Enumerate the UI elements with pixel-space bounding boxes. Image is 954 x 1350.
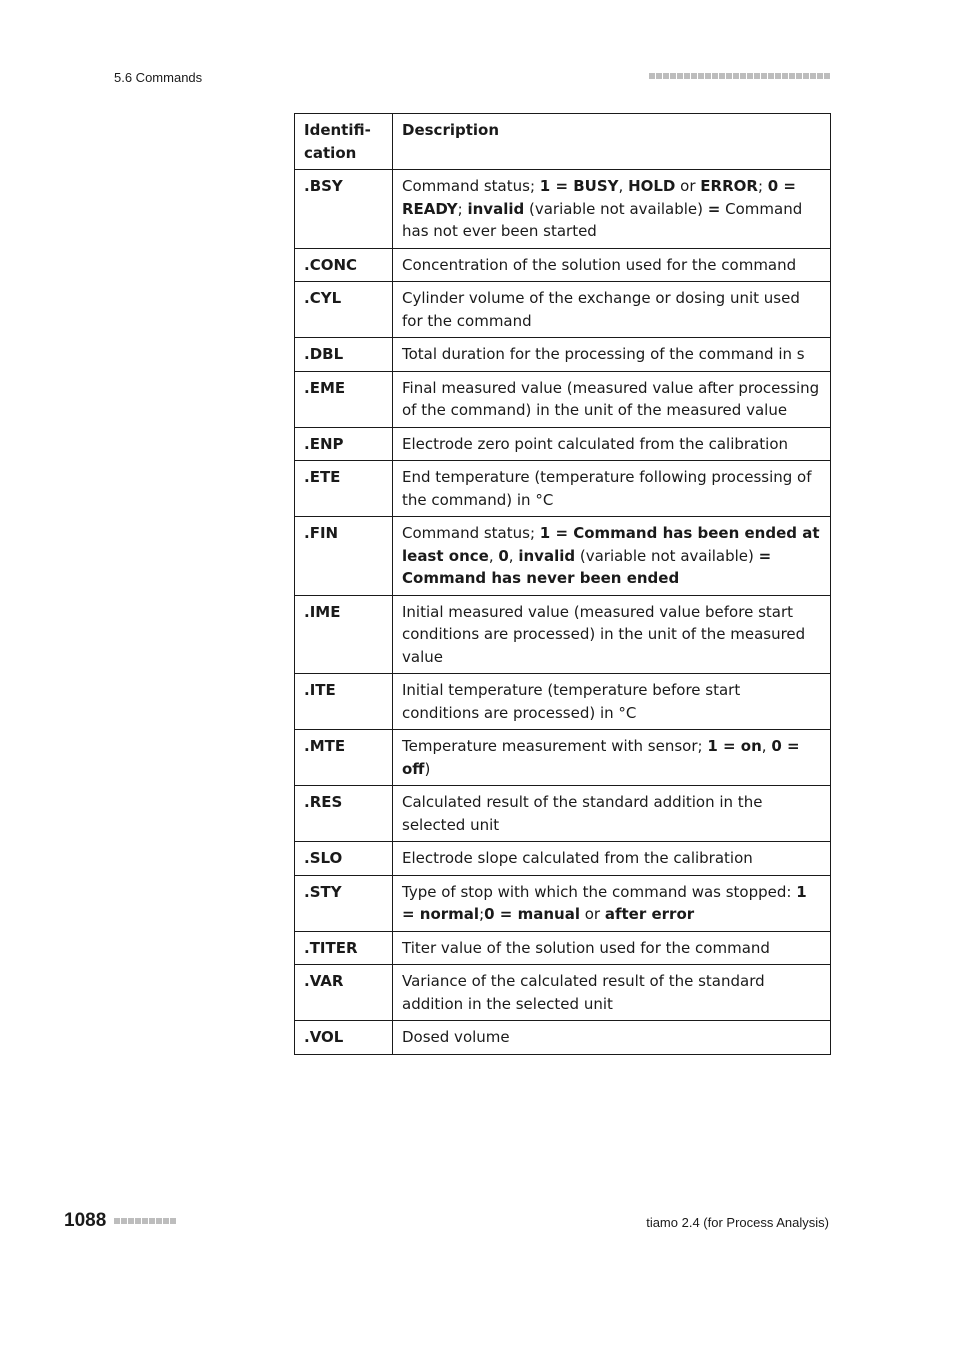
table-row xyxy=(295,931,831,965)
decoration-square xyxy=(142,1218,148,1224)
description-bold-segment: 0 = off xyxy=(402,737,800,778)
description-segment: Command status; xyxy=(402,524,540,542)
description-segment: Dosed volume xyxy=(402,1028,510,1046)
row-identifier: .BSY xyxy=(295,170,393,249)
table-row xyxy=(295,427,831,461)
decoration-square xyxy=(114,1218,120,1224)
description-segment: Command status; xyxy=(402,177,540,195)
description-bold-segment: 0 = manual xyxy=(484,905,580,923)
decoration-square xyxy=(677,73,683,79)
row-identifier: .TITER xyxy=(295,931,393,965)
description-segment: , xyxy=(618,177,629,195)
decoration-square xyxy=(649,73,655,79)
row-description xyxy=(393,338,831,372)
decoration-square xyxy=(684,73,690,79)
row-description xyxy=(393,427,831,461)
decoration-square xyxy=(691,73,697,79)
description-segment: Initial measured value (measured value before start conditions are processed) in the unit of the measured value xyxy=(402,602,806,666)
description-segment: (variable not available) xyxy=(524,199,708,218)
decoration-square xyxy=(705,73,711,79)
decoration-square xyxy=(663,73,669,79)
decoration-square xyxy=(775,73,781,79)
decoration-square xyxy=(163,1218,169,1224)
row-description xyxy=(393,674,831,730)
description-segment: or xyxy=(579,905,605,923)
decoration-square xyxy=(156,1218,162,1224)
description-segment: Initial temperature (temperature before start conditions are processed) in °C xyxy=(402,681,741,722)
decoration-square xyxy=(747,73,753,79)
table-body xyxy=(295,170,831,1055)
table-row xyxy=(295,730,831,786)
decoration-square xyxy=(135,1218,141,1224)
table-row xyxy=(295,875,831,931)
decoration-square xyxy=(740,73,746,79)
description-segment: End temperature (temperature following processing of the command) in °C xyxy=(402,468,812,509)
description-bold-segment: 1 = Command has been ended at least once xyxy=(402,524,820,565)
description-segment: ) xyxy=(424,759,431,778)
row-identifier: .MTE xyxy=(295,730,393,786)
row-identifier: .STY xyxy=(295,875,393,931)
description-segment: Command has not ever been started xyxy=(402,199,803,240)
header-decoration xyxy=(649,73,830,79)
footer-decoration xyxy=(114,1218,176,1224)
decoration-square xyxy=(817,73,823,79)
table-row xyxy=(295,786,831,842)
description-segment: Concentration of the solution used for the command xyxy=(402,255,797,274)
row-description xyxy=(393,517,831,596)
decoration-square xyxy=(128,1218,134,1224)
description-segment: , xyxy=(488,546,499,565)
table-row xyxy=(295,517,831,596)
description-bold-segment: invalid xyxy=(467,199,525,218)
table-row xyxy=(295,842,831,876)
description-bold-segment: = xyxy=(707,199,721,218)
row-identifier: .EME xyxy=(295,371,393,427)
page-number: 1088 xyxy=(64,1210,107,1231)
decoration-square xyxy=(796,73,802,79)
table-row xyxy=(295,965,831,1021)
column-header-description: Description xyxy=(393,114,831,170)
row-identifier: .ETE xyxy=(295,461,393,517)
row-identifier: .FIN xyxy=(295,517,393,596)
description-segment: (variable not available) xyxy=(575,546,759,565)
description-segment: Electrode zero point calculated from the calibration xyxy=(402,434,789,453)
description-bold-segment: 0 = READY xyxy=(402,177,796,218)
row-description xyxy=(393,461,831,517)
description-bold-segment: = Command has never been ended xyxy=(402,546,772,587)
decoration-square xyxy=(121,1218,127,1224)
row-identifier: .CONC xyxy=(295,248,393,282)
description-segment: ; xyxy=(479,905,485,923)
table-row xyxy=(295,595,831,674)
description-segment: Variance of the calculated result of the standard addition in the selected unit xyxy=(402,972,765,1013)
decoration-square xyxy=(789,73,795,79)
description-segment: or xyxy=(675,177,701,195)
table-row xyxy=(295,1021,831,1055)
description-segment: Calculated result of the standard addition in the selected unit xyxy=(402,793,763,834)
footer-product-name: tiamo 2.4 (for Process Analysis) xyxy=(646,1215,829,1230)
decoration-square xyxy=(698,73,704,79)
decoration-square xyxy=(768,73,774,79)
description-bold-segment: ERROR xyxy=(700,177,758,195)
description-segment: ; xyxy=(757,177,768,195)
decoration-square xyxy=(170,1218,176,1224)
row-description xyxy=(393,1021,831,1055)
row-identifier: .VAR xyxy=(295,965,393,1021)
description-bold-segment: HOLD xyxy=(628,177,676,195)
row-description xyxy=(393,595,831,674)
decoration-square xyxy=(761,73,767,79)
decoration-square xyxy=(149,1218,155,1224)
column-header-identification: Identifi- cation xyxy=(295,114,393,170)
description-bold-segment: invalid xyxy=(518,546,576,565)
description-bold-segment: 0 xyxy=(498,546,509,565)
description-bold-segment: 1 = on xyxy=(707,737,762,755)
row-identifier: .VOL xyxy=(295,1021,393,1055)
description-segment: Total duration for the processing of the command in s xyxy=(402,345,805,363)
description-segment: Temperature measurement with sensor; xyxy=(402,737,708,755)
row-description xyxy=(393,965,831,1021)
table-header-row xyxy=(295,114,831,170)
description-segment: , xyxy=(508,546,519,565)
decoration-square xyxy=(656,73,662,79)
row-description xyxy=(393,170,831,249)
row-description xyxy=(393,842,831,876)
table-row xyxy=(295,461,831,517)
decoration-square xyxy=(670,73,676,79)
description-segment: Titer value of the solution used for the command xyxy=(402,938,770,957)
table-row xyxy=(295,338,831,372)
description-bold-segment: after error xyxy=(604,905,695,923)
row-identifier: .ITE xyxy=(295,674,393,730)
row-description xyxy=(393,282,831,338)
row-description xyxy=(393,248,831,282)
decoration-square xyxy=(810,73,816,79)
decoration-square xyxy=(726,73,732,79)
description-segment: Cylinder volume of the exchange or dosing unit used for the command xyxy=(402,289,800,330)
row-identifier: .DBL xyxy=(295,338,393,372)
description-segment: Electrode slope calculated from the calibration xyxy=(402,849,753,867)
description-segment: Type of stop with which the command was stopped: xyxy=(402,882,797,901)
description-segment: ; xyxy=(457,199,468,218)
table-row xyxy=(295,282,831,338)
row-description xyxy=(393,931,831,965)
row-description xyxy=(393,875,831,931)
row-identifier: .IME xyxy=(295,595,393,674)
table-row xyxy=(295,248,831,282)
description-segment: Final measured value (measured value after processing of the command) in the unit of the measured value xyxy=(402,378,820,419)
table-row xyxy=(295,371,831,427)
description-bold-segment: 1 = normal xyxy=(402,882,807,923)
row-identifier: .CYL xyxy=(295,282,393,338)
decoration-square xyxy=(803,73,809,79)
decoration-square xyxy=(754,73,760,79)
decoration-square xyxy=(733,73,739,79)
table-row xyxy=(295,674,831,730)
row-description xyxy=(393,786,831,842)
header-section-title: 5.6 Commands xyxy=(114,70,203,85)
row-identifier: .RES xyxy=(295,786,393,842)
row-identifier: .SLO xyxy=(295,842,393,876)
decoration-square xyxy=(712,73,718,79)
row-description xyxy=(393,371,831,427)
row-description xyxy=(393,730,831,786)
description-segment: , xyxy=(761,737,772,755)
description-bold-segment: 1 = BUSY xyxy=(539,177,619,195)
row-identifier: .ENP xyxy=(295,427,393,461)
decoration-square xyxy=(824,73,830,79)
table-row xyxy=(295,170,831,249)
decoration-square xyxy=(719,73,725,79)
variables-table xyxy=(294,113,831,1055)
decoration-square xyxy=(782,73,788,79)
